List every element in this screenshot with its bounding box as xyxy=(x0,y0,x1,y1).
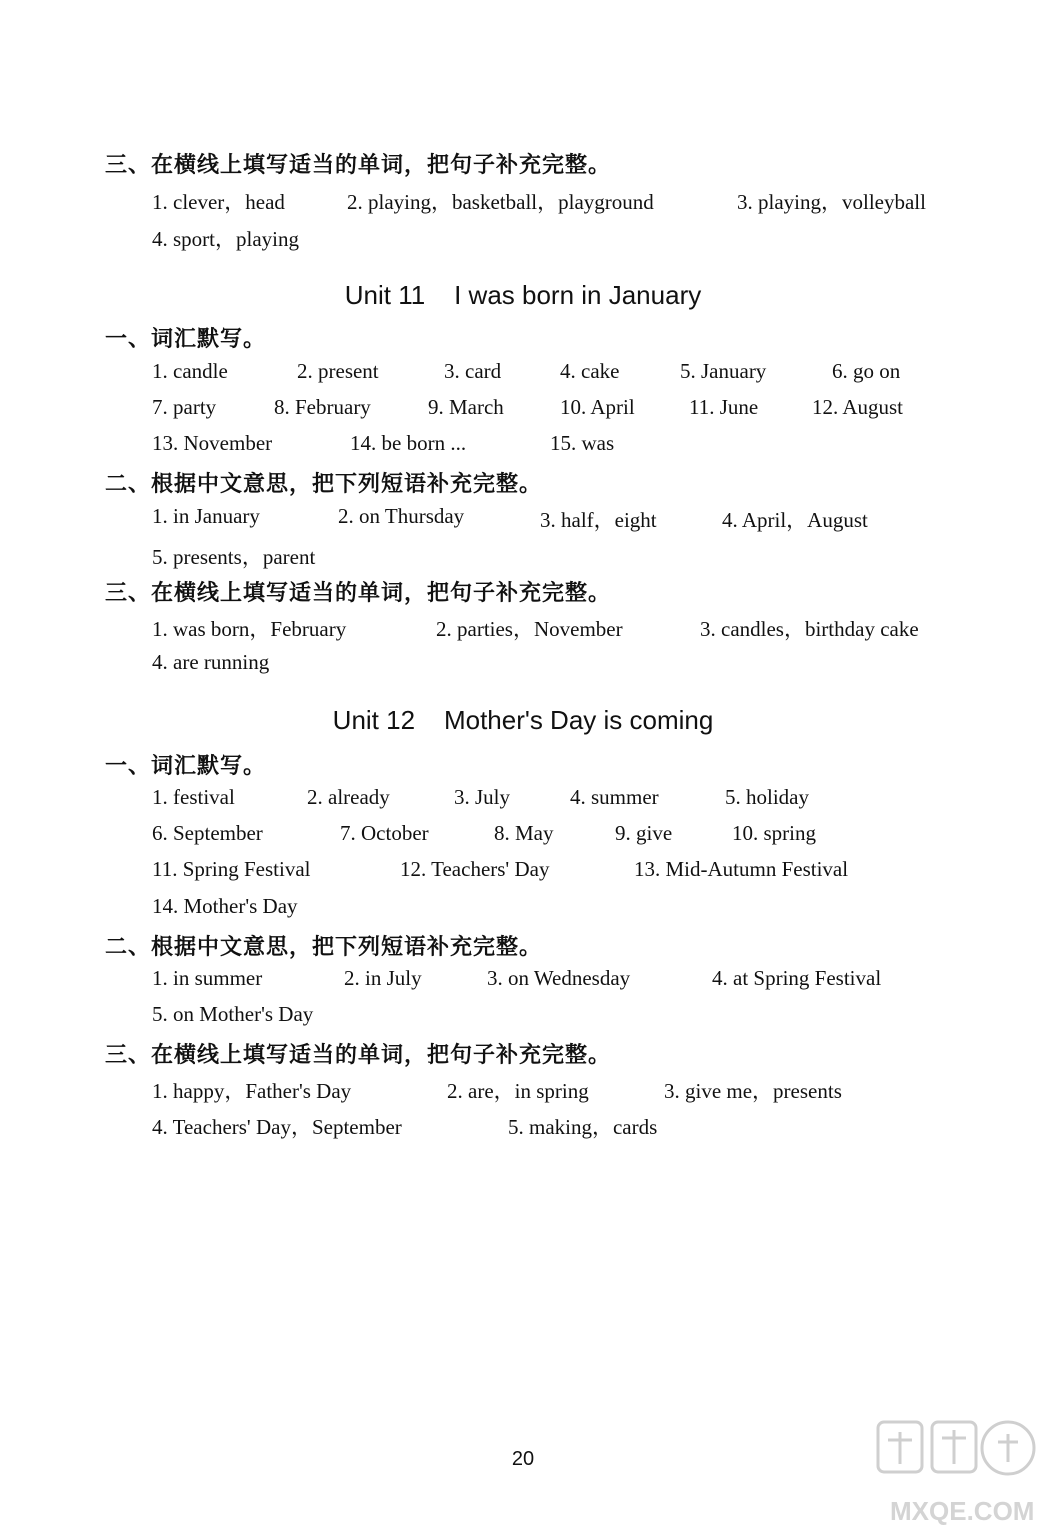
answer-item: 9. give xyxy=(615,821,673,845)
answer-row xyxy=(152,894,1006,924)
answer-item: 3. on Wednesday xyxy=(487,966,631,990)
answer-row xyxy=(152,186,1006,216)
answer-item: 2. in July xyxy=(344,966,422,990)
answer-item: 5. making，cards xyxy=(508,1115,658,1139)
page-number: 20 xyxy=(511,1448,535,1470)
answer-row xyxy=(152,1002,1006,1032)
section-heading: 一、词汇默写。 xyxy=(105,327,267,352)
answer-item: 14. be born ... xyxy=(350,431,467,455)
answer-item: 8. May xyxy=(494,821,554,845)
section-heading: 二、根据中文意思，把下列短语补充完整。 xyxy=(105,472,543,497)
answer-item: 1. was born，February xyxy=(152,617,347,641)
answer-item: 7. party xyxy=(152,395,217,419)
answer-item: 11. Spring Festival xyxy=(152,857,311,881)
answer-item: 2. playing，basketball，playground xyxy=(347,190,654,214)
answer-item: 12. August xyxy=(812,395,904,419)
answer-item: 13. Mid-Autumn Festival xyxy=(634,857,849,881)
answer-item: 6. go on xyxy=(832,359,901,383)
answer-item: 3. candles，birthday cake xyxy=(700,617,919,641)
answer-item: 4. sport，playing xyxy=(152,227,299,251)
answer-item: 4. cake xyxy=(560,359,620,383)
answer-item: 1. in summer xyxy=(152,966,263,990)
answer-item: 5. presents，parent xyxy=(152,545,316,569)
answer-item: 13. November xyxy=(152,431,273,455)
answer-item: 9. March xyxy=(428,395,504,419)
answer-item: 4. at Spring Festival xyxy=(712,966,882,990)
answer-row xyxy=(152,1075,1006,1105)
answer-item: 3. half，eight xyxy=(540,508,657,532)
answer-item: 1. in January xyxy=(152,504,260,528)
answer-row xyxy=(152,431,1006,461)
answer-row xyxy=(152,359,1006,389)
answer-row xyxy=(152,504,1006,534)
answer-row xyxy=(152,541,1006,571)
answer-item: 2. present xyxy=(297,359,379,383)
answer-item: 2. parties，November xyxy=(436,617,623,641)
answer-item: 3. playing，volleyball xyxy=(737,190,926,214)
section-heading: 三、在横线上填写适当的单词，把句子补充完整。 xyxy=(105,153,612,178)
answer-item: 3. card xyxy=(444,359,502,383)
answer-item: 10. spring xyxy=(732,821,816,845)
answer-item: 4. April，August xyxy=(722,508,868,532)
answer-row xyxy=(152,395,1006,425)
answer-row xyxy=(152,821,1006,851)
answer-item: 7. October xyxy=(340,821,429,845)
answer-item: 3. give me，presents xyxy=(664,1079,842,1103)
answer-item: 6. September xyxy=(152,821,263,845)
answer-item: 1. happy，Father's Day xyxy=(152,1079,352,1103)
answer-row xyxy=(152,785,1006,815)
unit-title: Unit 11 I was born in January xyxy=(344,280,702,310)
section-heading: 三、在横线上填写适当的单词，把句子补充完整。 xyxy=(105,581,612,606)
answer-item: 10. April xyxy=(560,395,635,419)
answer-item: 12. Teachers' Day xyxy=(400,857,550,881)
answer-item: 15. was xyxy=(550,431,615,455)
answer-row xyxy=(152,966,1006,996)
answer-row xyxy=(152,613,1006,643)
answer-item: 2. are，in spring xyxy=(447,1079,589,1103)
answer-row xyxy=(152,857,1006,887)
answer-row xyxy=(152,650,1006,680)
answer-item: 2. already xyxy=(307,785,390,809)
answer-item: 8. February xyxy=(274,395,371,419)
svg-text:MXQE.COM: MXQE.COM xyxy=(890,1496,1035,1526)
answer-item: 11. June xyxy=(689,395,759,419)
section-heading: 一、词汇默写。 xyxy=(105,754,267,779)
answer-item: 5. January xyxy=(680,359,767,383)
answer-item: 4. are running xyxy=(152,650,270,674)
answer-item: 4. summer xyxy=(570,785,659,809)
watermark-logo xyxy=(870,1412,1040,1530)
section-heading: 二、根据中文意思，把下列短语补充完整。 xyxy=(105,935,543,960)
answer-item: 1. festival xyxy=(152,785,235,809)
answer-item: 1. candle xyxy=(152,359,228,383)
answer-item: 14. Mother's Day xyxy=(152,894,298,918)
answer-item: 5. holiday xyxy=(725,785,809,809)
answer-item: 2. on Thursday xyxy=(338,504,465,528)
unit-title: Unit 12 Mother's Day is coming xyxy=(332,705,714,735)
answer-item: 3. July xyxy=(454,785,511,809)
answer-item: 4. Teachers' Day，September xyxy=(152,1115,402,1139)
answer-row xyxy=(152,223,1006,253)
answer-item: 1. clever，head xyxy=(152,190,285,214)
answer-row xyxy=(152,1111,1006,1141)
section-heading: 三、在横线上填写适当的单词，把句子补充完整。 xyxy=(105,1043,612,1068)
answer-item: 5. on Mother's Day xyxy=(152,1002,314,1026)
